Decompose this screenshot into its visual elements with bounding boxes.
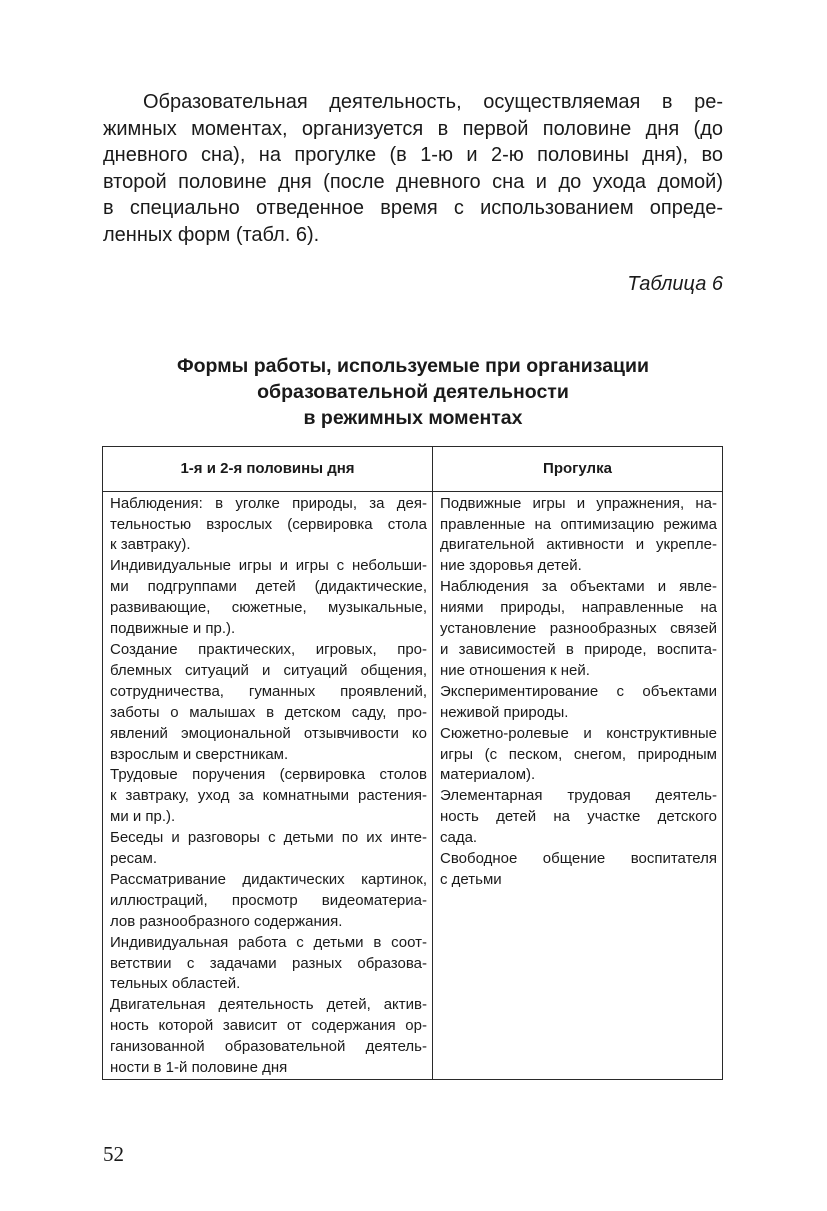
cell-text-line: тельностью взрослых (сервировка стола bbox=[110, 515, 427, 533]
cell-text-line: заботы о малышах в детском саду, про- bbox=[110, 703, 427, 721]
table-title-line: в режимных моментах bbox=[303, 407, 523, 429]
cell-text-line: Наблюдения за объектами и явле- bbox=[440, 578, 717, 596]
cell-text-line: сада. bbox=[440, 829, 478, 847]
cell-text-line: лов разнообразного содержания. bbox=[110, 912, 343, 930]
cell-text-line: взрослым и сверстникам. bbox=[110, 745, 289, 763]
table-title-line: образовательной деятельности bbox=[257, 381, 569, 403]
table-body-row bbox=[103, 492, 722, 1079]
cell-first-second-half-activities bbox=[103, 492, 433, 1079]
cell-text-line: неживой природы. bbox=[440, 703, 569, 721]
cell-text-line: ниями природы, направленные на bbox=[440, 599, 717, 617]
cell-text-line: ми подгруппами детей (дидактические, bbox=[110, 578, 427, 596]
cell-text-line: установление разнообразных связей bbox=[440, 620, 717, 638]
cell-text-line: Элементарная трудовая деятель- bbox=[440, 787, 717, 805]
intro-line: жимных моментах, организуется в первой половине дня (до bbox=[103, 117, 723, 140]
header-cell-first-second-half: 1-я и 2-я половины дня bbox=[103, 447, 433, 491]
cell-walk-activities bbox=[433, 492, 722, 1079]
cell-text-line: блемных ситуаций и ситуаций общения, bbox=[110, 661, 427, 679]
cell-text-line: тельных областей. bbox=[110, 975, 241, 993]
page-number: 52 bbox=[103, 1142, 124, 1166]
cell-text-line: ресам. bbox=[110, 850, 158, 868]
intro-line: второй половине дня (после дневного сна и до ухода домой) bbox=[103, 170, 723, 193]
cell-text-line: сотрудничества, гуманных проявлений, bbox=[110, 682, 427, 700]
intro-line: дневного сна), на прогулке (в 1-ю и 2-ю половины дня), во bbox=[103, 144, 723, 167]
cell-text-line: ние здоровья детей. bbox=[440, 557, 582, 575]
table-header-row bbox=[103, 447, 722, 492]
table-title bbox=[103, 353, 723, 431]
cell-text-line: Подвижные игры и упражнения, на- bbox=[440, 494, 717, 512]
cell-text-line: подвижные и пр.). bbox=[110, 620, 236, 638]
table-title-line: Формы работы, используемые при организации bbox=[177, 355, 649, 377]
cell-text-line: ность которой зависит от содержания ор- bbox=[110, 1017, 427, 1035]
cell-text-line: ности в 1-й половине дня bbox=[110, 1059, 288, 1077]
cell-text-line: ние отношения к ней. bbox=[440, 661, 590, 679]
cell-text-line: к завтраку, уход за комнатными растения- bbox=[110, 787, 427, 805]
cell-text-line: ветствии с задачами разных образова- bbox=[110, 954, 427, 972]
cell-text-line: Сюжетно-ролевые и конструктивные bbox=[440, 724, 717, 742]
table-label: Таблица 6 bbox=[627, 273, 723, 295]
cell-text-line: Экспериментирование с объектами bbox=[440, 682, 717, 700]
cell-text-line: Наблюдения: в уголке природы, за дея- bbox=[110, 494, 427, 512]
cell-text-line: материалом). bbox=[440, 766, 536, 784]
cell-text-line: Создание практических, игровых, про- bbox=[110, 640, 427, 658]
intro-line: ленных форм (табл. 6). bbox=[103, 223, 320, 246]
cell-text-line: Рассматривание дидактических картинок, bbox=[110, 870, 427, 888]
cell-text-line: Свободное общение воспитателя bbox=[440, 850, 717, 868]
forms-table bbox=[102, 446, 723, 1080]
cell-text-line: игры (с песком, снегом, природным bbox=[440, 745, 717, 763]
intro-line: в специально отведенное время с использованием опреде- bbox=[103, 197, 723, 220]
cell-text-line: Трудовые поручения (сервировка столов bbox=[110, 766, 427, 784]
intro-paragraph bbox=[103, 89, 723, 249]
cell-text-line: Двигательная деятельность детей, актив- bbox=[110, 996, 427, 1014]
cell-text-line: к завтраку). bbox=[110, 536, 191, 554]
intro-line: Образовательная деятельность, осуществляемая в ре- bbox=[143, 91, 723, 113]
header-cell-walk: Прогулка bbox=[543, 460, 612, 478]
cell-text-line: двигательной активности и укрепле- bbox=[440, 536, 717, 554]
cell-text-line: развивающие, сюжетные, музыкальные, bbox=[110, 599, 427, 617]
cell-text-line: Беседы и разговоры с детьми по их инте- bbox=[110, 829, 427, 847]
cell-text-line: правленные на оптимизацию режима bbox=[440, 515, 717, 533]
cell-text-line: Индивидуальные игры и игры с небольши- bbox=[110, 557, 427, 575]
cell-text-line: ганизованной образовательной деятель- bbox=[110, 1038, 427, 1056]
cell-text-line: и зависимостей в природе, воспита- bbox=[440, 640, 717, 658]
cell-text-line: явлений эмоциональной отзывчивости ко bbox=[110, 724, 427, 742]
cell-text-line: ность детей на участке детского bbox=[440, 808, 717, 826]
cell-text-line: Индивидуальная работа с детьми в соот- bbox=[110, 933, 427, 951]
cell-text-line: иллюстраций, просмотр видеоматериа- bbox=[110, 891, 427, 909]
cell-text-line: ми и пр.). bbox=[110, 808, 176, 826]
cell-text-line: с детьми bbox=[440, 870, 502, 888]
